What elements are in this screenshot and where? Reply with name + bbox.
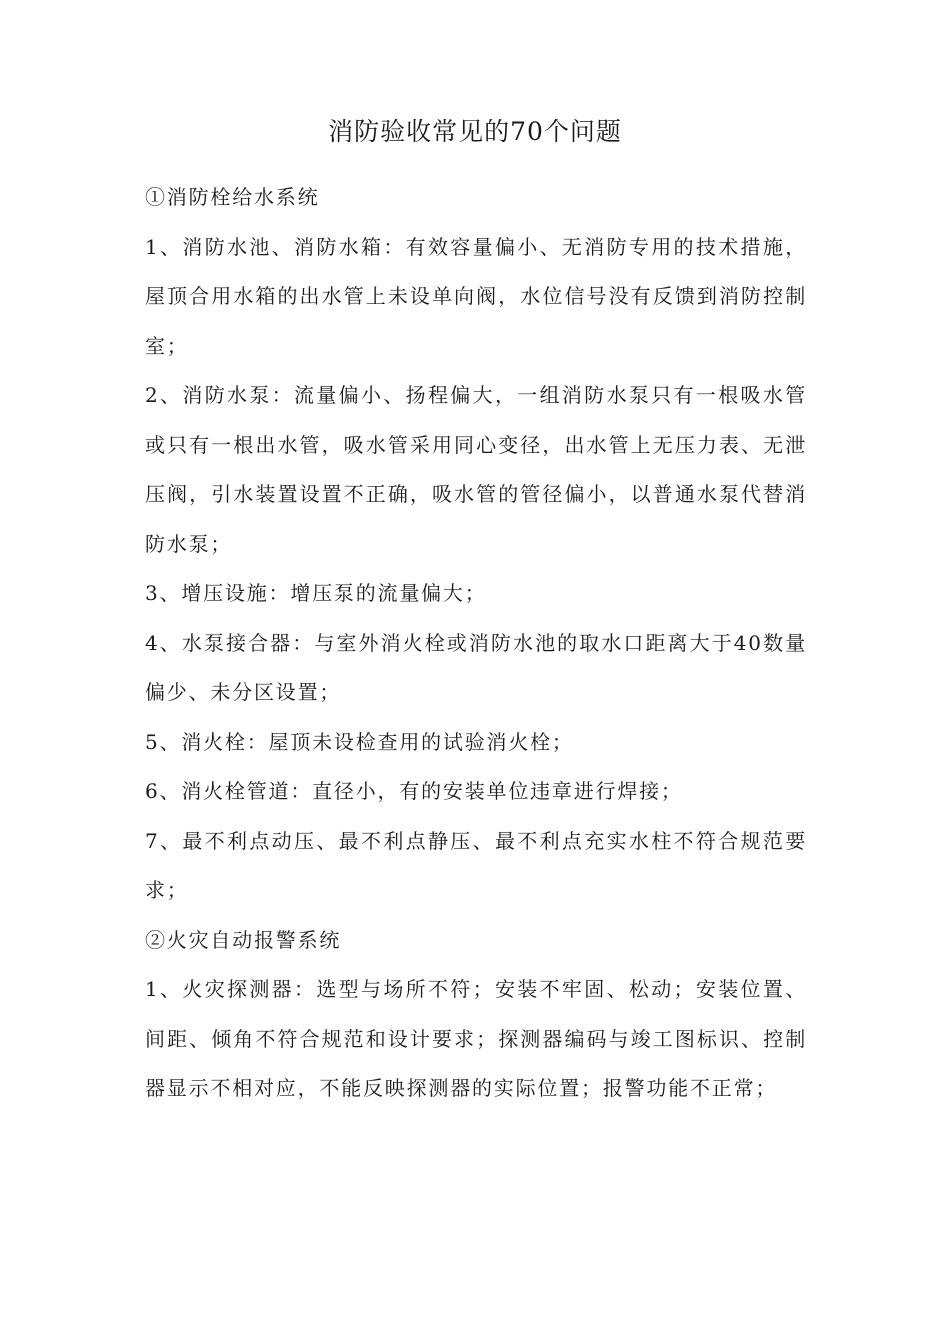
section-heading-hydrant-system: ①消防栓给水系统 xyxy=(145,185,320,209)
hydrant-item-4: 4、水泵接合器：与室外消火栓或消防水池的取水口距离大于40数量偏少、未分区设置； xyxy=(145,630,807,704)
hydrant-item-7: 7、最不利点动压、最不利点静压、最不利点充实水柱不符合规范要求； xyxy=(145,828,807,902)
hydrant-item-3: 3、增压设施：增压泵的流量偏大； xyxy=(145,581,487,605)
document-body xyxy=(145,173,807,1114)
hydrant-item-5: 5、消火栓：屋顶未设检查用的试验消火栓； xyxy=(145,729,574,754)
document-title: 消防验收常见的70个问题 xyxy=(328,117,622,146)
section-heading-fire-alarm-system: ②火灾自动报警系统 xyxy=(145,927,342,952)
hydrant-item-1: 1、消防水池、消防水箱：有效容量偏小、无消防专用的技术措施，屋顶合用水箱的出水管上未设单向阀，水位信号没有反馈到消防控制室； xyxy=(145,234,807,358)
alarm-item-1: 1、火灾探测器：选型与场所不符；安装不牢固、松动；安装位置、间距、倾角不符合规范和设计要求；探测器编码与竣工图标识、控制器显示不相对应，不能反映探测器的实际位置；报警功能不正常； xyxy=(145,977,807,1100)
hydrant-item-2: 2、消防水泵：流量偏小、扬程偏大，一组消防水泵只有一根吸水管或只有一根出水管，吸水管采用同心变径，出水管上无压力表、无泄压阀，引水装置设置不正确，吸水管的管径偏小，以普通水泵代替消防水泵； xyxy=(145,383,807,556)
hydrant-item-6: 6、消火栓管道：直径小，有的安装单位违章进行焊接； xyxy=(145,779,683,803)
